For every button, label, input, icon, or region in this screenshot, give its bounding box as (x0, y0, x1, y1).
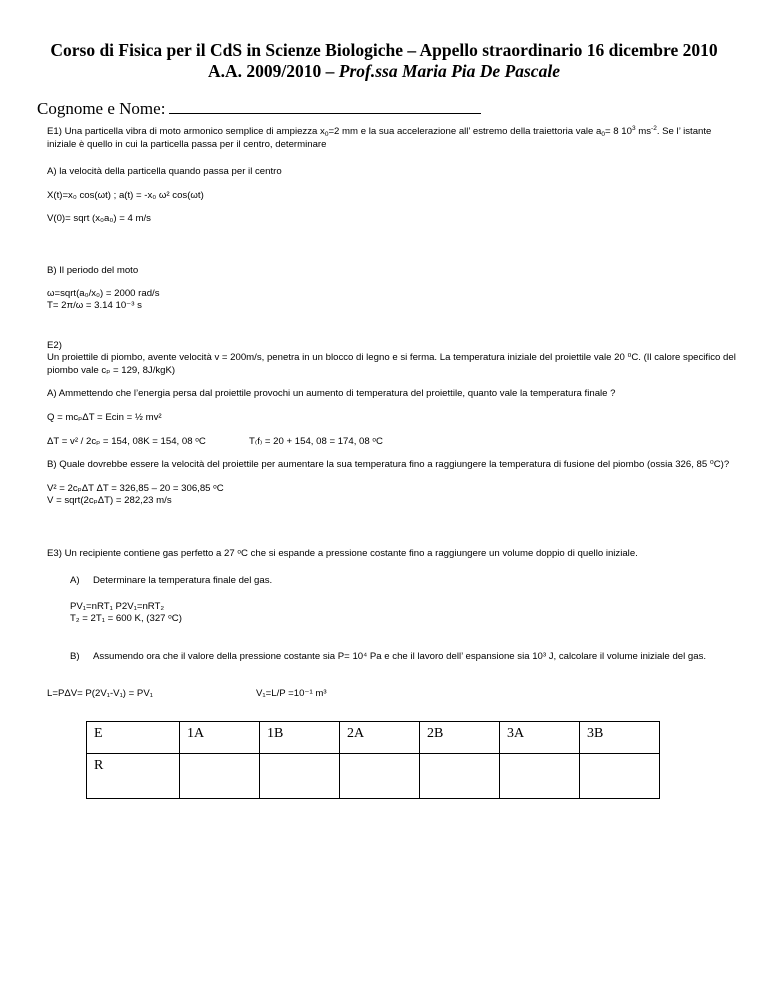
e3-question-a: Determinare la temperatura finale del gas. (93, 575, 273, 586)
e2-equation-2: ΔT = v² / 2cₚ = 154, 08K = 154, 08 ᵒC (47, 436, 206, 447)
professor-name: Prof.ssa Maria Pia De Pascale (338, 61, 560, 81)
e1-question-b: B) Il periodo del moto (47, 265, 139, 276)
grid-header-3b: 3B (580, 722, 660, 754)
grid-cell-2a (340, 754, 420, 799)
academic-year: A.A. 2009/2010 – (208, 61, 339, 81)
e1-equation-2: V(0)= sqrt (x₀a₀) = 4 m/s (47, 213, 151, 224)
grid-header-e: E (87, 722, 180, 754)
grid-header-1a: 1A (180, 722, 260, 754)
e1-equation-3: ω=sqrt(a₀/x₀) = 2000 rad/s (47, 288, 160, 299)
grid-header-2a: 2A (340, 722, 420, 754)
e3-question-a-label: A) (70, 575, 80, 586)
grid-header-row (87, 722, 660, 754)
e1-equation-1: X(t)=x₀ cos(ωt) ; a(t) = -x₀ ω² cos(ωt) (47, 190, 204, 201)
e3-question-b-label: B) (70, 651, 80, 662)
grid-cell-2b (420, 754, 500, 799)
e2-intro: Un proiettile di piombo, avente velocità v = 200m/s, penetra in un blocco di legno e si ferma. La temperatura iniziale del proiettile vale 20 ⁰C. (Il calore specifico del piombo vale cₚ = 129, 8J/kgK) (47, 352, 736, 376)
e3-question-b: Assumendo ora che il valore della pressione costante sia P= 10⁴ Pa e che il lavoro dell’ espansione sia 10³ J, calcolare il volume iniziale del gas. (93, 651, 707, 662)
name-blank-line (169, 99, 481, 114)
grid-header-2b: 2B (420, 722, 500, 754)
grid-row-label-r: R (87, 754, 180, 799)
e3-equation-1: PV₁=nRT₁ P2V₁=nRT₂ (70, 601, 165, 612)
name-label: Cognome e Nome: (37, 99, 166, 118)
e3-equation-3: L=PΔV= P(2V₁-V₁) = PV₁ (47, 688, 153, 699)
grid-cell-3b (580, 754, 660, 799)
grid-answer-row (87, 754, 660, 799)
grid-header-1b: 1B (260, 722, 340, 754)
grid-cell-1b (260, 754, 340, 799)
e2-label: E2) (47, 340, 62, 351)
e1-question-a: A) la velocità della particella quando passa per il centro (47, 166, 282, 177)
e2-equation-5: V = sqrt(2cₚΔT) = 282,23 m/s (47, 495, 172, 506)
e2-equation-3: T₍f₎ = 20 + 154, 08 = 174, 08 ᵒC (249, 436, 383, 447)
e2-question-b: B) Quale dovrebbe essere la velocità del proiettile per aumentare la sua temperatura fino a raggiungere la temperatura di fusione del piombo (ossia 326, 85 ⁰C)? (47, 459, 730, 470)
name-field (37, 99, 481, 119)
grid-header-3a: 3A (500, 722, 580, 754)
e1-intro: E1) Una particella vibra di moto armonico semplice di ampiezza $x_0=2$ mm e la sua accelerazione all’ estremo della traiettoria vale $a_0= 8$ $10^3$ $ms^{-2}$. Se l’ istante iniziale è quello in cui la particella passa per il centro, determinare (47, 125, 712, 150)
e3-intro: E3) Un recipiente contiene gas perfetto a 27 ᵒC che si espande a pressione costante fino a raggiungere un volume doppio di quello iniziale. (47, 548, 638, 559)
e1-equation-4: T= 2π/ω = 3.14 10⁻³ s (47, 300, 142, 311)
academic-year-line (0, 61, 768, 82)
e3-equation-4: V₁=L/P =10⁻¹ m³ (256, 688, 327, 699)
e2-question-a: A) Ammettendo che l’energia persa dal proiettile provochi un aumento di temperatura del proiettile, quanto vale la temperatura finale ? (47, 388, 616, 399)
e2-equation-4: V² = 2cₚΔT ΔT = 326,85 – 20 = 306,85 ᵒC (47, 483, 224, 494)
e3-equation-2: T₂ = 2T₁ = 600 K, (327 ᵒC) (70, 613, 182, 624)
grid-cell-1a (180, 754, 260, 799)
answer-grid (86, 721, 660, 799)
e2-equation-1: Q = mcₚΔT = Ecin = ½ mv² (47, 412, 162, 423)
page-title: Corso di Fisica per il CdS in Scienze Biologiche – Appello straordinario 16 dicembre 2010 (50, 40, 718, 60)
grid-cell-3a (500, 754, 580, 799)
